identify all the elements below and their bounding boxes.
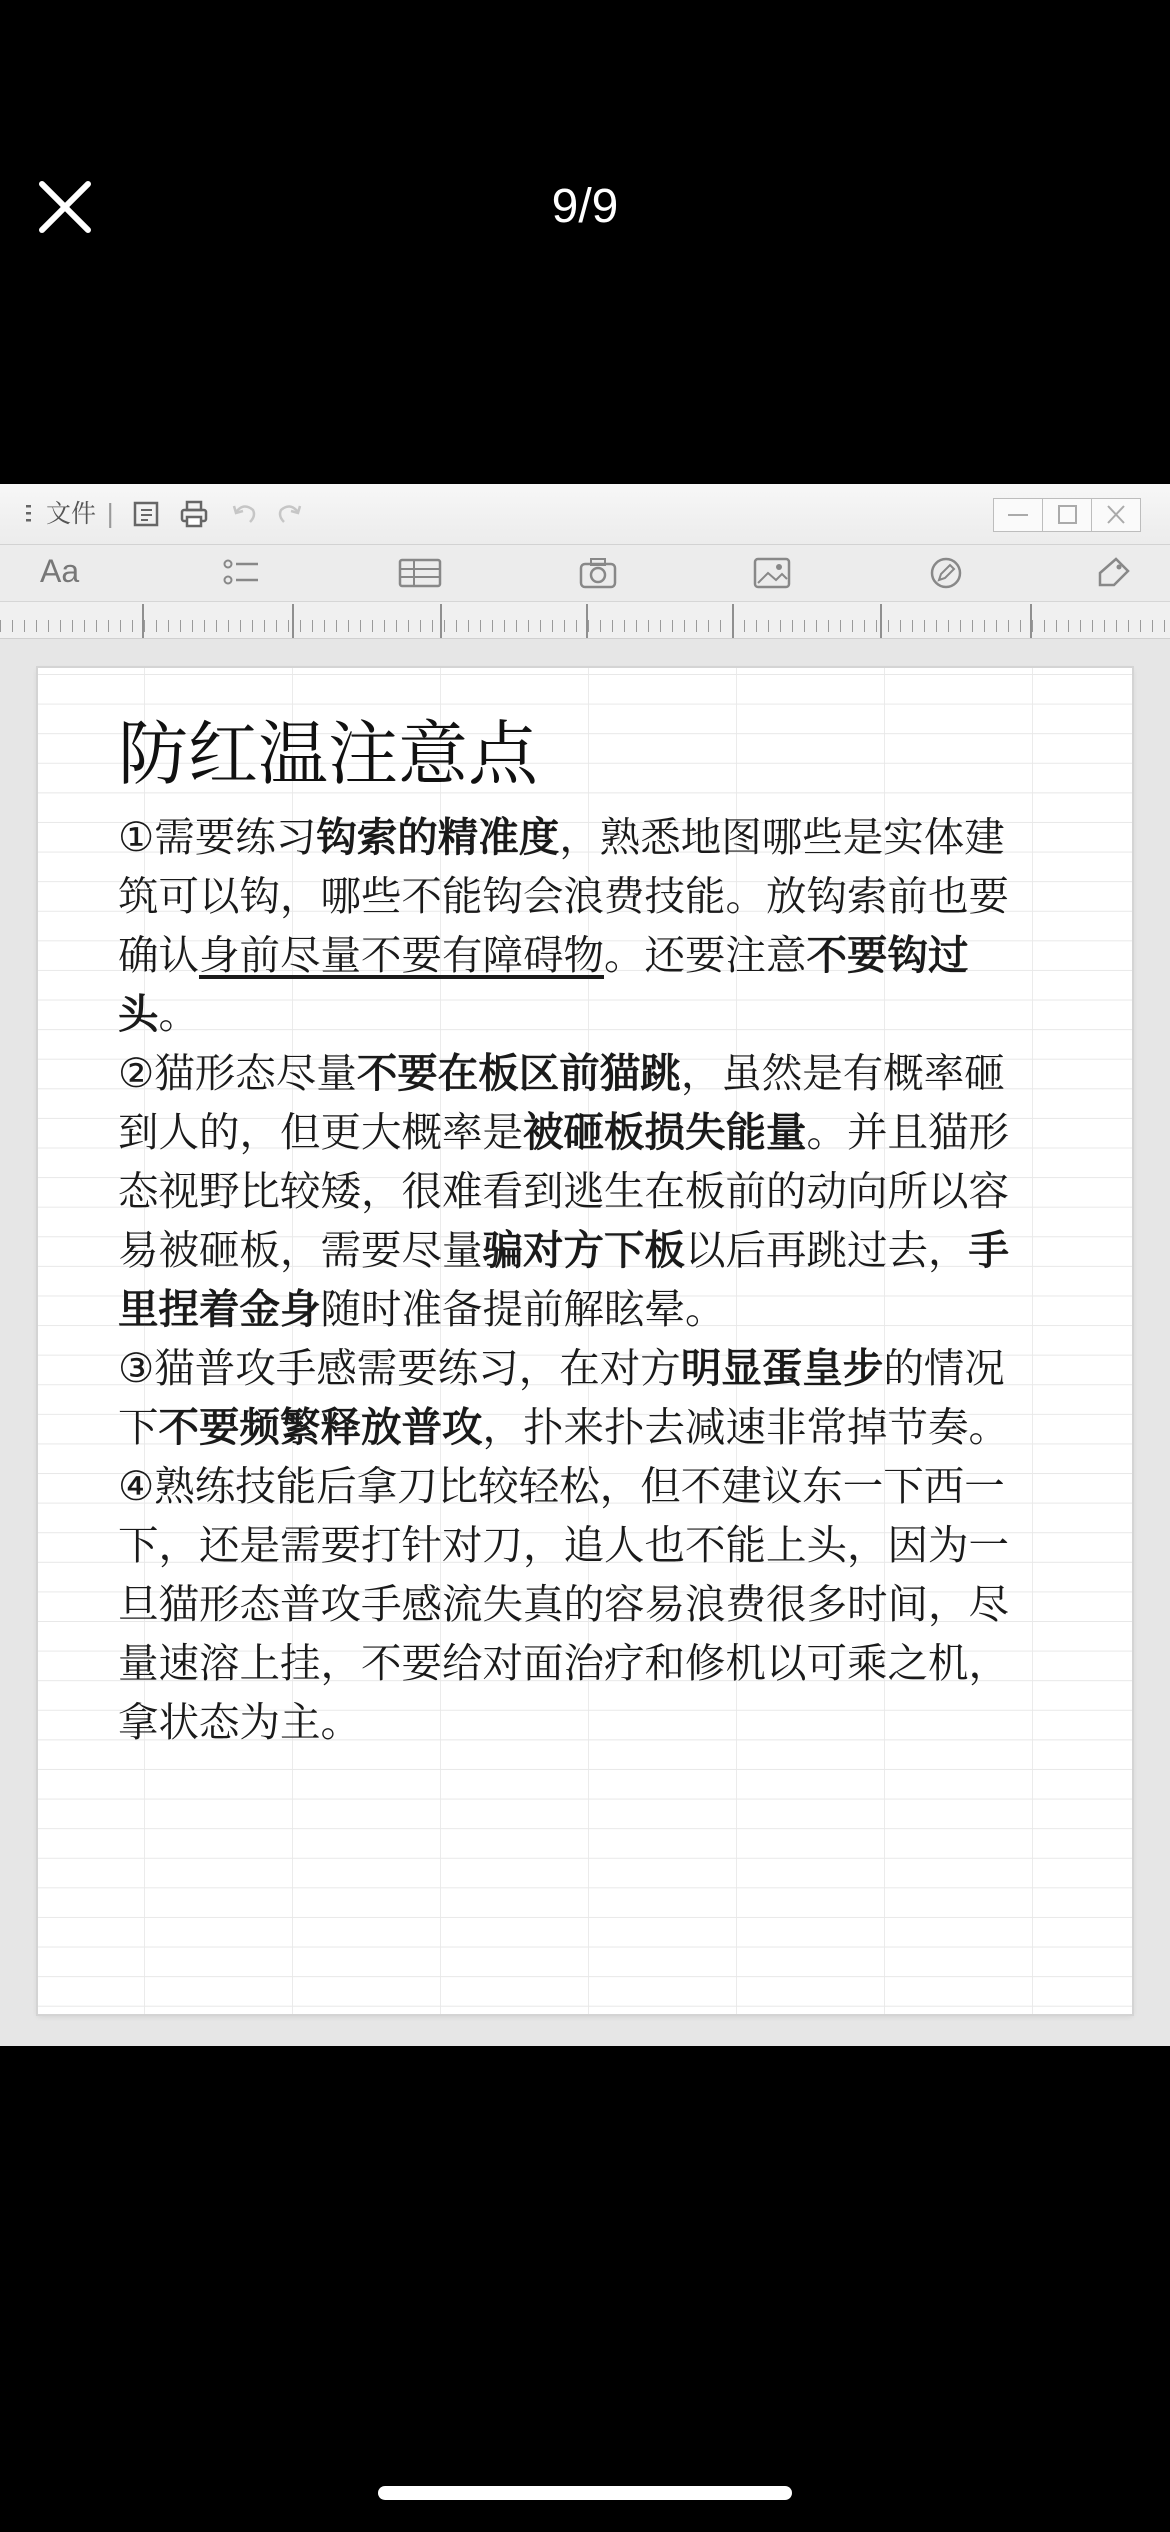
- ruler-mark: [880, 604, 882, 638]
- ruler-mark: [142, 604, 144, 638]
- paragraph-text: ②猫形态尽量: [118, 1049, 357, 1097]
- table-icon[interactable]: [398, 555, 438, 591]
- bold-text: 钩索的精准度: [316, 813, 560, 861]
- underlined-text: 身前尽量不要有障碍物: [199, 931, 604, 979]
- paragraph-text: 以后再跳过去，: [685, 1226, 969, 1274]
- ruler-mark: [1030, 604, 1032, 638]
- app-ribbon: [0, 545, 1170, 602]
- undo-icon[interactable]: [228, 498, 260, 530]
- bold-text: 不要钩过头: [118, 931, 969, 1038]
- ruler-mark: [440, 604, 442, 638]
- ruler-mark: [732, 604, 734, 638]
- document-paragraph: [118, 808, 1028, 1044]
- bold-text: 手里捏着金身: [118, 1226, 1009, 1333]
- document-paragraph: [118, 1044, 1028, 1339]
- paragraph-text: 的情况下: [118, 1344, 1005, 1451]
- tag-icon[interactable]: [1094, 555, 1134, 591]
- close-window-icon[interactable]: [1091, 498, 1141, 532]
- redo-icon[interactable]: [274, 498, 306, 530]
- document-body[interactable]: [118, 808, 1028, 1752]
- paragraph-text: 。还要注意: [604, 931, 807, 979]
- print-icon[interactable]: [178, 498, 210, 530]
- window-controls: [994, 498, 1144, 532]
- bold-text: 骗对方下板: [482, 1226, 685, 1274]
- page-icon[interactable]: [130, 498, 162, 530]
- document-title: 防红温注意点: [118, 713, 538, 795]
- paragraph-text: 。并且猫形态视野比较矮，很难看到逃生在板前的动向所以容易被砸板，需要尽量: [118, 1108, 1009, 1274]
- paragraph-text: 随时准备提前解眩晕。: [320, 1285, 726, 1333]
- camera-icon[interactable]: [578, 555, 618, 591]
- viewer-bottom-area: [0, 2046, 1170, 2532]
- paragraph-text: ，虽然是有概率砸到人的，但更大概率是: [118, 1049, 1005, 1156]
- paragraph-text: ①需要练习: [118, 813, 317, 861]
- paragraph-text: ③猫普攻手感需要练习，在对方: [118, 1344, 681, 1392]
- ruler-mark: [292, 604, 294, 638]
- app-titlebar: [0, 484, 1170, 545]
- image-icon[interactable]: [752, 555, 792, 591]
- page-counter: 9/9: [551, 180, 619, 233]
- paragraph-text: ④熟练技能后拿刀比较轻松，但不建议东一下西一下，还是需要打针对刀，追人也不能上头，因为一旦猫形态普攻手感流失真的容易浪费很多时间，尽量速溶上挂，不要给对面治疗和修机以可乘之机，拿状态为主。: [118, 1462, 1009, 1746]
- list-icon[interactable]: [222, 555, 262, 591]
- ruler: [0, 602, 1170, 639]
- file-menu-label[interactable]: 文件: [46, 499, 97, 528]
- titlebar-separator: |: [106, 499, 115, 528]
- paragraph-text: ，熟悉地图哪些是实体建筑可以钩，哪些不能钩会浪费技能。放钩索前也要确认: [118, 813, 1009, 979]
- minimize-icon[interactable]: [993, 498, 1043, 532]
- font-icon[interactable]: Aa: [40, 553, 80, 589]
- document-paragraph: [118, 1339, 1028, 1457]
- bold-text: 不要在板区前猫跳: [356, 1049, 681, 1097]
- paragraph-text: ，扑来扑去减速非常掉节奏。: [482, 1403, 1009, 1451]
- paragraph-text: 。: [158, 990, 199, 1038]
- maximize-icon[interactable]: [1042, 498, 1092, 532]
- ruler-mark: [586, 604, 588, 638]
- bold-text: 不要频繁释放普攻: [158, 1403, 483, 1451]
- viewer-top-bar: [0, 0, 1170, 484]
- home-indicator[interactable]: [378, 2486, 792, 2500]
- pen-icon[interactable]: [926, 555, 966, 591]
- close-icon[interactable]: [34, 176, 96, 238]
- bold-text: 被砸板损失能量: [523, 1108, 807, 1156]
- bold-text: 明显蛋皇步: [680, 1344, 884, 1392]
- document-paragraph: [118, 1457, 1028, 1752]
